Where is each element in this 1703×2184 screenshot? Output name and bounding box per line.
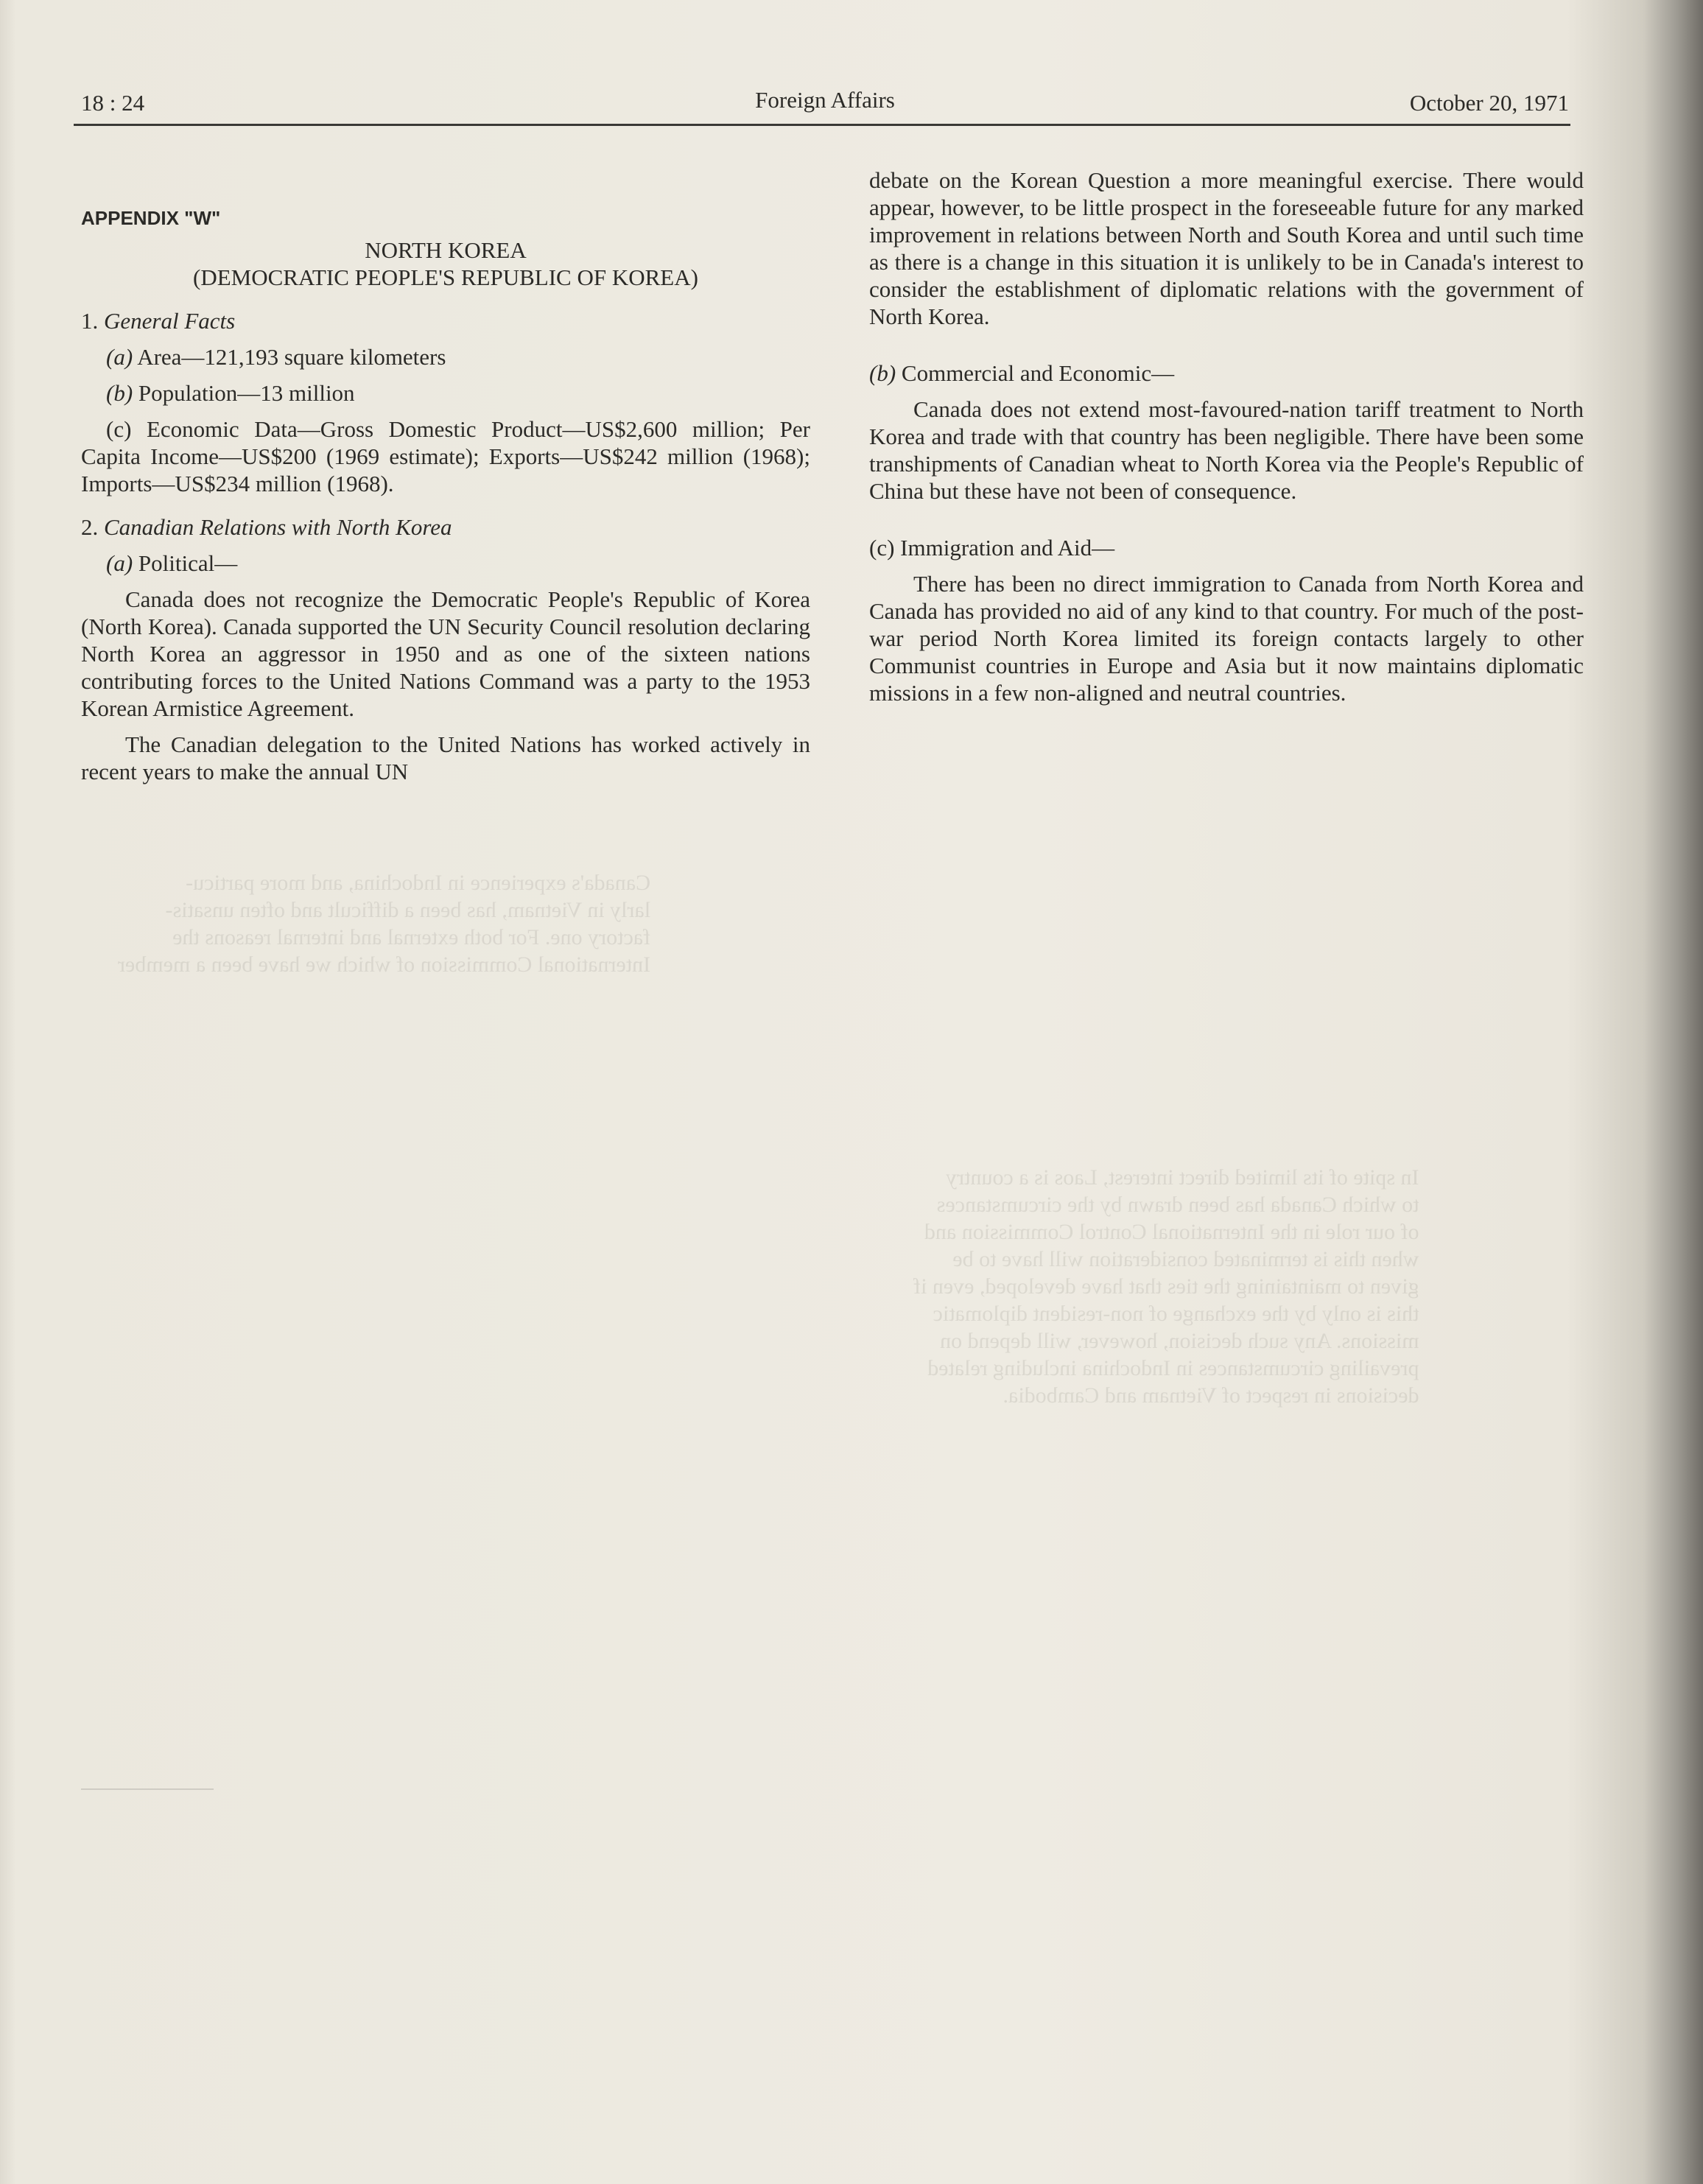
political-letter: (a)	[106, 550, 133, 576]
section-2-heading	[81, 513, 810, 541]
footnote-rule	[81, 1788, 214, 1790]
item-b-text: Population—13 million	[138, 380, 355, 406]
header-title: Foreign Affairs	[755, 87, 895, 113]
immigration-subheading: (c) Immigration and Aid—	[869, 535, 1115, 561]
page-left-edge	[0, 0, 16, 2184]
item-c-economic: (c) Economic Data—Gross Domestic Product—US$2,600 million; Per Capita Income—US$200 (1969 estimate); Exports—US$242 million (1968); Imports—US$234 million (1968).	[81, 416, 810, 496]
bleed-through-text-right: In spite of its limited direct interest, Laos is a country to which Canada has been drawn by the circumstances of our role in the International Control Commission and when this is terminated consideration will have to be given to maintaining the ties that have developed, even if this is only by the exchange of non-resident diplomatic missions. Any such decision, however, will depend on prevailing circumstances in Indochina including related decisions in respect of Vietnam and Cambodia.	[913, 1165, 1419, 1408]
section-2-number: 2.	[81, 514, 99, 540]
korean-question-paragraph: debate on the Korean Question a more meaningful exercise. There would appear, however, to be little prospect in the foreseeable future for any marked improvement in relations between North and South Korea and until such time as there is a change in this situation it is unlikely to be in Canada's interest to consider the establishment of diplomatic relations with the government of North Korea.	[869, 167, 1584, 329]
immigration-paragraph: There has been no direct immigration to Canada from North Korea and Canada has provided no aid of any kind to that country. For much of the post-war period North Korea limited its foreign contacts largely to other Communist countries in Europe and Asia but it now maintains diplomatic missions in a few non-aligned and neutral countries.	[869, 571, 1584, 706]
section-1-title: General Facts	[104, 308, 236, 334]
un-delegation-paragraph: The Canadian delegation to the United Nations has worked actively in recent years to make the annual UN	[81, 731, 810, 784]
appendix-label: APPENDIX "W"	[81, 207, 221, 229]
item-a-letter: (a)	[106, 344, 133, 370]
item-b-population	[81, 379, 810, 407]
commercial-paragraph: Canada does not extend most-favoured-nation tariff treatment to North Korea and trade with that country has been negligible. There have been some transhipments of Canadian wheat to North Korea via the People's Republic of China but these have not been of consequence.	[869, 396, 1584, 504]
page-header	[81, 85, 1569, 122]
commercial-letter: (b)	[869, 360, 896, 386]
right-column	[869, 166, 1584, 706]
section-1-number: 1.	[81, 308, 99, 334]
political-label: Political—	[138, 550, 238, 576]
page-number: 18 : 24	[81, 90, 145, 116]
heading-dprk: (DEMOCRATIC PEOPLE'S REPUBLIC OF KOREA)	[193, 264, 698, 290]
header-date: October 20, 1971	[1409, 90, 1569, 116]
item-b-letter: (b)	[106, 380, 133, 406]
left-column	[81, 205, 810, 785]
section-1-heading	[81, 307, 810, 334]
bleed-through-text-left: Canada's experience in Indochina, and more particu- larly in Vietnam, has been a difficult and often unsatis- factory one. For both external and internal reasons the International Commission of which we have been a member	[118, 871, 651, 977]
item-a-text: Area—121,193 square kilometers	[137, 344, 446, 370]
commercial-subheading	[869, 359, 1584, 387]
header-rule	[74, 124, 1570, 126]
section-2-title: Canadian Relations with North Korea	[104, 514, 452, 540]
political-subheading	[81, 549, 810, 577]
heading-north-korea: NORTH KOREA	[365, 237, 527, 263]
political-paragraph: Canada does not recognize the Democratic People's Republic of Korea (North Korea). Canada supported the UN Security Council resolution declaring North Korea an aggressor in 1950 and as one of the sixteen nations contributing forces to the United Nations Command was a party to the 1953 Korean Armistice Agreement.	[81, 586, 810, 721]
commercial-label: Commercial and Economic—	[901, 360, 1175, 386]
item-a-area	[81, 343, 810, 371]
